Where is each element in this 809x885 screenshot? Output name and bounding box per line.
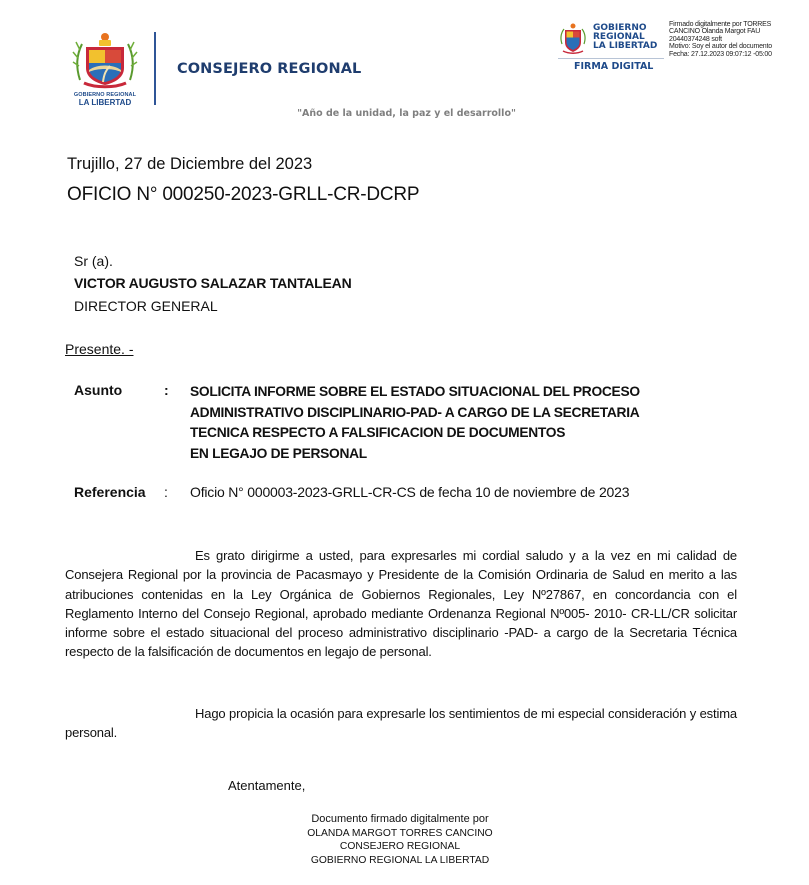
- header-divider: [154, 32, 156, 105]
- digital-signature-details: [669, 21, 772, 58]
- asunto-text: [190, 382, 640, 464]
- year-motto: "Año de la unidad, la paz y el desarrollo": [297, 108, 516, 119]
- stamp-org-line: REGIONAL: [593, 32, 645, 42]
- signature-detail-line: Motivo: Soy el autor del documento: [669, 43, 772, 51]
- stamp-coat-of-arms-icon: [558, 22, 588, 56]
- body-paragraph-1-text: Es grato dirigirme a usted, para expresarles mi cordial saludo y a la vez en mi calidad de Consejera Regional por la provincia de Pacasmayo y Presidente de la Comisión Ordinaria de Salud en merito a las atribuciones contenidas en la Ley Orgánica de Gobiernos Regionales, Ley Nº27867, en concordancia con el Reglamento Interno del Consejo Regional, aprobado mediante Ordenanza Regional Nº005- 2010- CR-LL/CR solicitar informe sobre el estado situacional del proceso administrativo disciplinario -PAD- a cargo de la Secretaria Técnica respecto de la falsificación de documentos en legajo de personal.: [65, 548, 737, 660]
- asunto-line: EN LEGAJO DE PERSONAL: [190, 445, 367, 461]
- signature-line: OLANDA MARGOT TORRES CANCINO: [307, 827, 493, 839]
- signature-detail-line: Firmado digitalmente por TORRES: [669, 21, 772, 28]
- stamp-logo: [558, 22, 588, 56]
- recipient-salutation: Sr (a).: [74, 253, 113, 269]
- signature-detail-line: Fecha: 27.12.2023 09:07:12 -05:00: [669, 50, 772, 58]
- signature-line: Documento firmado digitalmente por: [311, 813, 489, 825]
- stamp-organization: [593, 24, 657, 51]
- body-paragraph-2: [65, 704, 737, 743]
- closing: Atentamente,: [228, 778, 306, 793]
- referencia-colon: :: [164, 484, 168, 500]
- council-title: CONSEJERO REGIONAL: [177, 61, 362, 77]
- emblem-line2: LA LIBERTAD: [78, 98, 132, 107]
- stamp-org-line: LA LIBERTAD: [593, 41, 658, 51]
- signature-detail-line: 20440374248 soft: [669, 35, 722, 43]
- presente-label: Presente. -: [65, 341, 134, 357]
- signature-block: [270, 813, 530, 867]
- signature-detail-line: CANCINO Olanda Margot FAU: [669, 28, 761, 36]
- signature-line: CONSEJERO REGIONAL: [339, 841, 461, 852]
- emblem-line1: GOBIERNO REGIONAL: [73, 92, 137, 98]
- asunto-label: Asunto: [74, 382, 123, 398]
- body-paragraph-2-text: Hago propicia la ocasión para expresarle los sentimientos de mi especial consideración y estima personal.: [65, 706, 737, 741]
- oficio-number: OFICIO N° 000250-2023-GRLL-CR-DCRP: [67, 184, 420, 205]
- referencia-label: Referencia: [74, 484, 146, 500]
- stamp-divider: [558, 58, 664, 59]
- asunto-colon: :: [164, 382, 169, 398]
- signature-line: GOBIERNO REGIONAL LA LIBERTAD: [310, 854, 490, 866]
- referencia-text: Oficio N° 000003-2023-GRLL-CR-CS de fecha 10 de noviembre de 2023: [190, 484, 630, 500]
- recipient-name: VICTOR AUGUSTO SALAZAR TANTALEAN: [74, 275, 352, 291]
- stamp-org-line: GOBIERNO: [593, 23, 647, 33]
- place-date: Trujillo, 27 de Diciembre del 2023: [67, 155, 313, 173]
- firma-digital-label: FIRMA DIGITAL: [574, 61, 654, 72]
- recipient-position: DIRECTOR GENERAL: [74, 298, 218, 314]
- body-paragraph-1: [65, 546, 737, 662]
- asunto-line: TECNICA RESPECTO A FALSIFICACION DE DOCUMENTOS: [190, 425, 566, 440]
- asunto-line: ADMINISTRATIVO DISCIPLINARIO-PAD- A CARGO DE LA SECRETARIA: [190, 404, 640, 420]
- regional-government-logo: [70, 28, 140, 108]
- asunto-line: SOLICITA INFORME SOBRE EL ESTADO SITUACIONAL DEL PROCESO: [190, 384, 640, 399]
- coat-of-arms-icon: [70, 28, 140, 90]
